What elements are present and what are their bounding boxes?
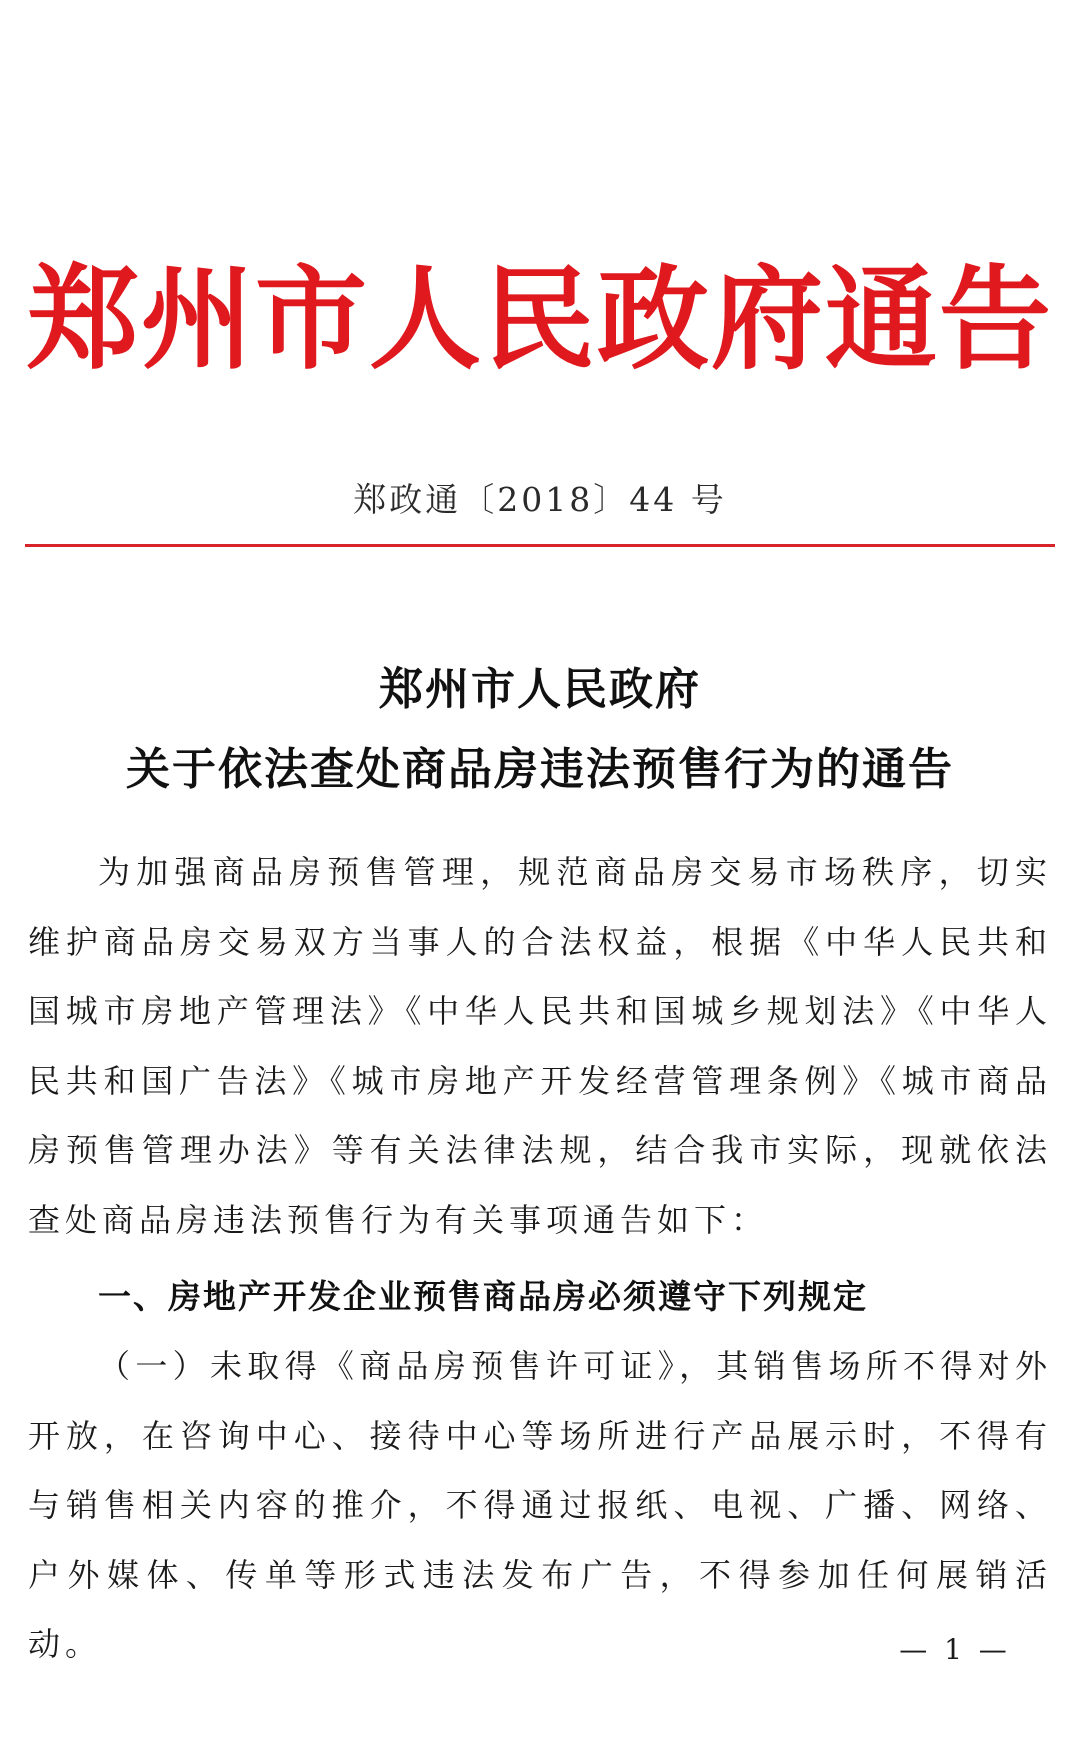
section1-item1-paragraph: （一）未取得《商品房预售许可证》，其销售场所不得对外开放，在咨询中心、接待中心等场所进行产品展示时，不得有与销售相关内容的推介，不得通过报纸、电视、广播、网络、户外媒体、传单等形式违法发布广告，不得参加任何展销活动。 <box>28 1347 1052 1663</box>
section-heading-1: 一、房地产开发企业预售商品房必须遵守下列规定 <box>98 1277 868 1316</box>
notice-title-line1: 郑州市人民政府 <box>379 664 701 715</box>
red-divider-line <box>25 544 1055 547</box>
notice-title-line2: 关于依法查处商品房违法预售行为的通告 <box>126 744 954 795</box>
masthead-title: 郑州市人民政府通告 <box>27 254 1053 385</box>
intro-paragraph: 为加强商品房预售管理，规范商品房交易市场秩序，切实维护商品房交易双方当事人的合法权益，根据《中华人民共和国城市房地产管理法》《中华人民共和国城乡规划法》《中华人民共和国广告法》《城市房地产开发经营管理条例》《城市商品房预售管理办法》等有关法律法规，结合我市实际，现就依法查处商品房违法预售行为有关事项通告如下： <box>28 853 1052 1239</box>
document-number: 郑政通〔2018〕44 号 <box>353 480 727 519</box>
page-number: — 1 — <box>899 1633 1011 1666</box>
